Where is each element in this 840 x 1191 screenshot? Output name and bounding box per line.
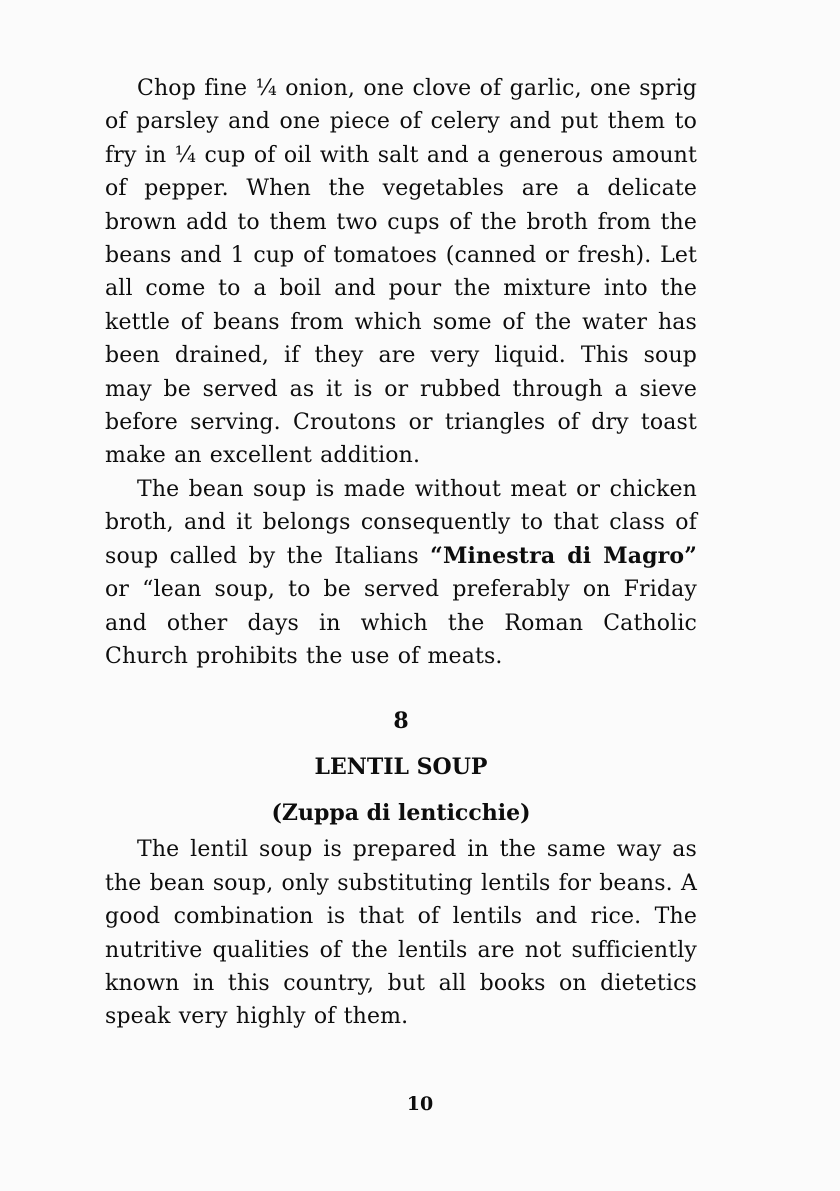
minestra-di-magro-term: “Minestra di Magro” xyxy=(430,542,697,569)
page-number: 10 xyxy=(406,1093,434,1115)
paragraph-lean-soup xyxy=(105,473,697,673)
paragraph-lean-soup-before: The bean soup is made without meat or chicken broth, and it belongs consequently to that class of soup called by the Italians xyxy=(105,476,697,569)
paragraph-lentil-soup: The lentil soup is prepared in the same way as the bean soup, only substituting lentils for beans. A good combination is that of lentils and rice. The nutritive qualities of the lentils are not sufficiently known in this country, but all books on dietetics speak very highly of them. xyxy=(105,837,697,1030)
paragraph-lean-soup-after: or “lean soup, to be served preferably on Friday and other days in which the Roman Catholic Church prohibits the use of meats. xyxy=(105,577,697,669)
recipe-number: 8 xyxy=(393,708,409,735)
recipe-subtitle: (Zuppa di lenticchie) xyxy=(271,800,531,827)
recipe-title: LENTIL SOUP xyxy=(314,754,488,781)
paragraph-frying-vegetables: Chop fine ¼ onion, one clove of garlic, one sprig of parsley and one piece of celery and put them to fry in ¼ cup of oil with salt and a generous amount of pepper. When the vegetables are a delicate brown add to them two cups of the broth from the beans and 1 cup of tomatoes (canned or fresh). Let all come to a boil and pour the mixture into the kettle of beans from which some of the water has been drained, if they are very liquid. This soup may be served as it is or rubbed through a sieve before serving. Croutons or triangles of dry toast make an excellent addition. xyxy=(105,76,697,469)
page-body xyxy=(105,72,697,1034)
